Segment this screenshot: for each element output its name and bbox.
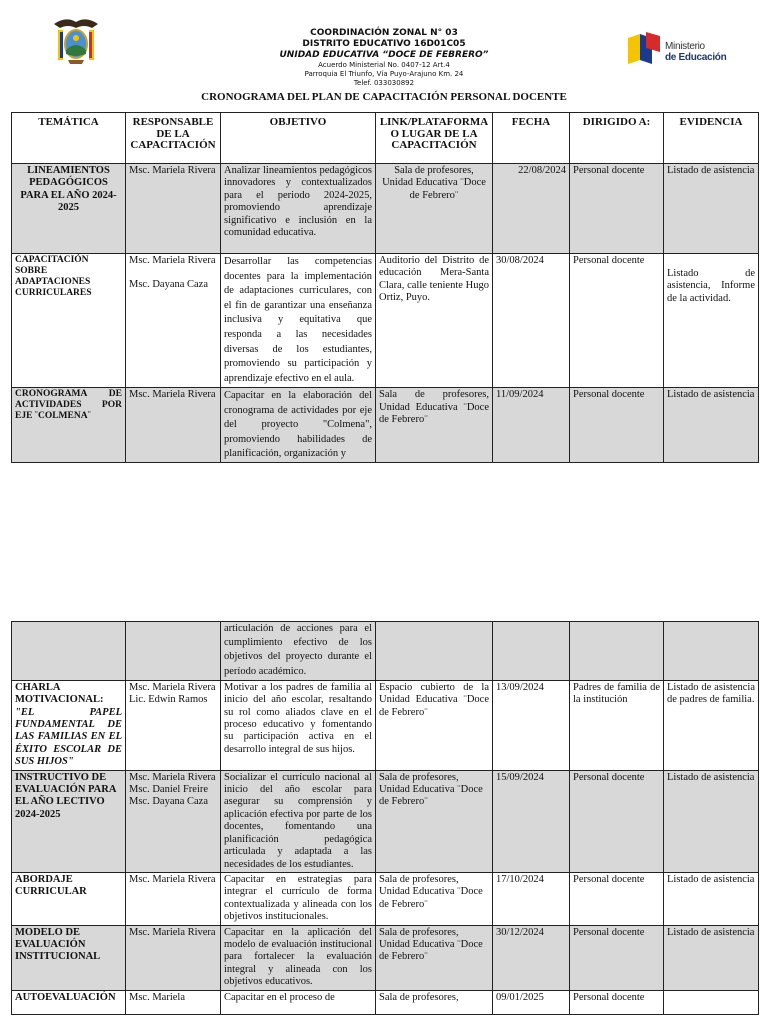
cell-dirigido: Personal docente	[570, 164, 664, 254]
cell-lugar: Auditorio del Distrito de educación Mera-Santa Clara, calle teniente Hugo Ortiz, Puyo.	[376, 254, 493, 388]
cell-lugar: Sala de profesores,	[376, 990, 493, 1014]
cell-objetivo: Motivar a los padres de familia al inicio del año escolar, resaltando su rol como aliados clave en el proceso educativo y fomentando su participación activa en el desarrollo integral de sus hijos.	[221, 680, 376, 770]
cell-evidencia: Listado de asistencia	[664, 872, 759, 925]
header-agreement: Acuerdo Ministerial No. 0407-12 Art.4	[318, 61, 450, 69]
column-header-responsable: RESPONSABLE DE LA CAPACITACIÓN	[126, 113, 221, 164]
cell-dirigido: Personal docente	[570, 388, 664, 463]
responsable-name: Lic. Edwin Ramos	[129, 694, 208, 706]
cell-responsable: Msc. Mariela	[126, 990, 221, 1014]
cell-evidencia: Listado de asistencia	[664, 770, 759, 872]
responsable-name: Msc. Mariela Rivera	[129, 681, 216, 693]
cell-responsable: Msc. Mariela Rivera	[126, 872, 221, 925]
cell-evidencia: Listado de asistencia	[664, 164, 759, 254]
table-row	[12, 680, 759, 770]
cell-responsable	[126, 770, 221, 872]
column-header-fecha: FECHA	[493, 113, 570, 164]
cell-dirigido	[570, 622, 664, 681]
cell-dirigido: Personal docente	[570, 770, 664, 872]
cell-lugar: Sala de profesores, Unidad Educativa ¨Doce de Febrero¨	[376, 388, 493, 463]
cell-responsable: Msc. Mariela Rivera	[126, 164, 221, 254]
ministerio-logo-text	[665, 41, 726, 63]
cell-lugar: Sala de profesores, Unidad Educativa ¨Doce de Febrero¨	[376, 925, 493, 990]
document-title: CRONOGRAMA DEL PLAN DE CAPACITACIÓN PERSONAL DOCENTE	[201, 91, 567, 103]
table-row	[12, 925, 759, 990]
cell-tematica: LINEAMIENTOS PEDAGÓGICOS PARA EL AÑO 2024-2025	[12, 164, 126, 254]
cell-fecha: 30/12/2024	[493, 925, 570, 990]
cell-responsable: Msc. Mariela Rivera	[126, 388, 221, 463]
cell-lugar: Sala de profesores, Unidad Educativa ¨Doce de Febrero¨	[376, 872, 493, 925]
cell-tematica: CRONOGRAMA DE ACTIVIDADES POR EJE ¨COLMENA¨	[12, 388, 126, 463]
cell-responsable	[126, 680, 221, 770]
cell-fecha: 13/09/2024	[493, 680, 570, 770]
cell-lugar: Espacio cubierto de la Unidad Educativa ¨Doce de Febrero¨	[376, 680, 493, 770]
cell-responsable: Msc. Mariela Rivera	[126, 925, 221, 990]
table-header-row	[12, 113, 759, 164]
column-header-evidencia: EVIDENCIA	[664, 113, 759, 164]
cell-objetivo: Capacitar en el proceso de	[221, 990, 376, 1014]
table-row	[12, 622, 759, 681]
cell-evidencia: Listado de asistencia	[664, 388, 759, 463]
cell-tematica: CAPACITACIÓN SOBRE ADAPTACIONES CURRICULARES	[12, 254, 126, 388]
responsable-name: Msc. Dayana Caza	[129, 279, 209, 291]
schedule-table-page2	[11, 621, 759, 1015]
column-header-tematica: TEMÁTICA	[12, 113, 126, 164]
cell-evidencia: Listado de asistencia, Informe de la actividad.	[664, 254, 759, 388]
header-coordination: COORDINACIÓN ZONAL N° 03	[310, 28, 458, 38]
cell-responsable	[126, 254, 221, 388]
table-row	[12, 770, 759, 872]
cell-fecha: 17/10/2024	[493, 872, 570, 925]
cell-tematica	[12, 622, 126, 681]
table-row	[12, 254, 759, 388]
column-header-lugar: LINK/PLATAFORMA O LUGAR DE LA CAPACITACIÓN	[376, 113, 493, 164]
cell-evidencia	[664, 622, 759, 681]
cell-dirigido: Personal docente	[570, 990, 664, 1014]
cell-fecha	[493, 622, 570, 681]
cell-dirigido: Personal docente	[570, 872, 664, 925]
header-address: Parroquia El Triunfo, Vía Puyo-Arajuno Km. 24	[304, 70, 464, 78]
responsable-name: Msc. Dayana Caza	[129, 796, 209, 808]
responsable-name: Msc. Mariela Rivera	[129, 255, 216, 266]
schedule-table-page1	[11, 112, 759, 463]
cell-evidencia: Listado de asistencia	[664, 925, 759, 990]
cell-tematica: MODELO DE EVALUACIÓN INSTITUCIONAL	[12, 925, 126, 990]
cell-tematica: INSTRUCTIVO DE EVALUACIÓN PARA EL AÑO LECTIVO 2024-2025	[12, 770, 126, 872]
table-row	[12, 164, 759, 254]
header-school-name: UNIDAD EDUCATIVA “DOCE DE FEBRERO”	[279, 50, 489, 60]
cell-dirigido: Personal docente	[570, 925, 664, 990]
cell-dirigido: Personal docente	[570, 254, 664, 388]
cell-dirigido: Padres de familia de la institución	[570, 680, 664, 770]
ministerio-logo-line2: de Educación	[665, 52, 727, 63]
cell-objetivo: Capacitar en estrategias para integrar el currículo de forma contextualizada y alineada con los objetivos institucionales.	[221, 872, 376, 925]
header-district: DISTRITO EDUCATIVO 16D01C05	[302, 39, 466, 49]
cell-responsable	[126, 622, 221, 681]
tematica-title: CHARLA MOTIVACIONAL:	[15, 681, 104, 706]
cell-objetivo: articulación de acciones para el cumplimiento efectivo de los objetivos del proyecto durante el período académico.	[221, 622, 376, 681]
ministerio-logo-line1: Ministerio	[665, 41, 705, 52]
table-row	[12, 872, 759, 925]
table-row	[12, 388, 759, 463]
cell-fecha: 22/08/2024	[493, 164, 570, 254]
cell-fecha: 11/09/2024	[493, 388, 570, 463]
header-phone: Telef. 033030892	[353, 79, 415, 87]
cell-objetivo: Capacitar en la elaboración del cronograma de actividades por eje del proyecto "Colmena", promoviendo habilidades de planificación, organización y	[221, 388, 376, 463]
cell-evidencia: Listado de asistencia de padres de familia.	[664, 680, 759, 770]
cell-tematica: AUTOEVALUACIÓN	[12, 990, 126, 1014]
cell-lugar	[376, 622, 493, 681]
cell-fecha: 30/08/2024	[493, 254, 570, 388]
column-header-objetivo: OBJETIVO	[221, 113, 376, 164]
cell-lugar: Sala de profesores, Unidad Educativa ¨Doce de Febrero¨	[376, 770, 493, 872]
column-header-dirigido: DIRIGIDO A:	[570, 113, 664, 164]
table-row	[12, 990, 759, 1014]
cell-tematica: ABORDAJE CURRICULAR	[12, 872, 126, 925]
cell-objetivo: Socializar el currículo nacional al inicio del año escolar para asegurar su comprensión y aplicación efectiva por parte de los docentes, fomentando una planificación pedagógica articulada y adaptada a las necesidades de los estudiantes.	[221, 770, 376, 872]
responsable-name: Msc. Daniel Freire	[129, 784, 209, 796]
cell-fecha: 09/01/2025	[493, 990, 570, 1014]
cell-lugar: Sala de profesores, Unidad Educativa ¨Doce de Febrero¨	[376, 164, 493, 254]
responsable-name: Msc. Mariela Rivera	[129, 771, 216, 783]
cell-fecha: 15/09/2024	[493, 770, 570, 872]
cell-objetivo: Desarrollar las competencias docentes para la implementación de adaptaciones curriculares, con el fin de garantizar una enseñanza inclusiva y equitativa que responda a las necesidades diversas de los estudiantes, promoviendo su participación y aprendizaje efectivo en el aula.	[221, 254, 376, 388]
cell-objetivo: Analizar lineamientos pedagógicos innovadores y contextualizados para el periodo 2024-2025, promoviendo aprendizaje significativo e inclusión en la comunidad educativa.	[221, 164, 376, 254]
cell-objetivo: Capacitar en la aplicación del modelo de evaluación institucional para fortalecer la evaluación integral y alineada con los objetivos educativos.	[221, 925, 376, 990]
cell-tematica	[12, 680, 126, 770]
cell-evidencia	[664, 990, 759, 1014]
tematica-subtitle: "EL PAPEL FUNDAMENTAL DE LAS FAMILIAS EN EL ÉXITO ESCOLAR DE SUS HIJOS"	[15, 706, 122, 768]
